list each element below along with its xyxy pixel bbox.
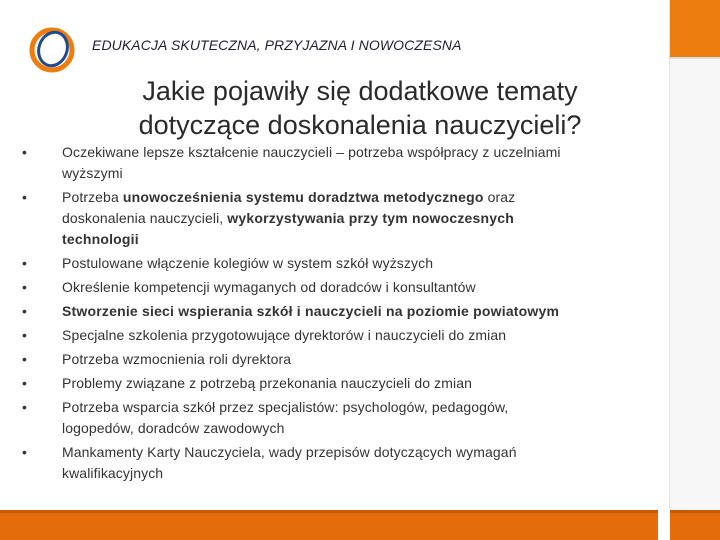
bullet-list (22, 142, 662, 487)
right-accent-block (670, 0, 720, 57)
bullet-icon: • (22, 351, 28, 367)
list-item (22, 187, 662, 250)
list-item (22, 349, 662, 370)
bottom-bar-line (0, 510, 720, 513)
bullet-icon: • (22, 303, 28, 319)
list-item (22, 301, 662, 322)
bullet-text: doskonalenia nauczycieli, (62, 210, 228, 226)
bottom-bar-gap (658, 510, 670, 540)
bullet-icon: • (22, 255, 28, 271)
bullet-text: Potrzeba (62, 189, 123, 205)
bottom-decorative-bar (0, 510, 720, 540)
bullet-text-line: kwalifikacyjnych (62, 465, 164, 481)
bullet-text-line: Problemy związane z potrzebą przekonania nauczycieli do zmian (62, 375, 472, 391)
bullet-text-line (62, 187, 662, 208)
bullet-emphasis: unowocześnienia systemu doradztwa metodycznego (122, 189, 484, 205)
eu-education-ring-logo-icon (28, 26, 76, 74)
bullet-text-line: wyższymi (62, 165, 123, 181)
bullet-text-line: Określenie kompetencji wymaganych od doradców i konsultantów (62, 279, 476, 295)
bullet-text: oraz (483, 189, 516, 205)
list-item (22, 277, 662, 298)
bullet-text-line: Potrzeba wzmocnienia roli dyrektora (62, 351, 292, 367)
list-item (22, 373, 662, 394)
bullet-text-line (62, 208, 662, 229)
list-item (22, 253, 662, 274)
list-item (22, 325, 662, 346)
bullet-emphasis: Stworzenie sieci wspierania szkół i nauczycieli na poziomie powiatowym (62, 303, 560, 319)
list-item (22, 142, 662, 184)
bullet-icon: • (22, 279, 28, 295)
list-item (22, 397, 662, 439)
bullet-icon: • (22, 327, 28, 343)
slide-title (60, 74, 660, 142)
bullet-icon: • (22, 375, 28, 391)
bullet-icon: • (22, 189, 28, 205)
bullet-icon: • (22, 399, 28, 415)
list-item (22, 442, 662, 484)
header-tagline: EDUKACJA SKUTECZNA, PRZYJAZNA I NOWOCZESNA (92, 37, 462, 53)
bullet-text-line: Potrzeba wsparcia szkół przez specjalistów: psychologów, pedagogów, (62, 399, 509, 415)
bullet-text-line: Oczekiwane lepsze kształcenie nauczycieli – potrzeba współpracy z uczelniami (62, 144, 561, 160)
slide-title-line-1: Jakie pojawiły się dodatkowe tematy (142, 76, 578, 106)
bullet-text-line: Postulowane włączenie kolegiów w system szkół wyższych (62, 255, 434, 271)
right-divider (670, 57, 720, 59)
right-decorative-bar (669, 0, 720, 540)
bullet-text-line: logopedów, doradców zawodowych (62, 420, 285, 436)
slide-title-line-2: dotyczące doskonalenia nauczycieli? (138, 110, 582, 140)
bullet-emphasis: wykorzystywania przy tym nowoczesnych (227, 210, 514, 226)
bullet-icon: • (22, 444, 28, 460)
bullet-emphasis: technologii (62, 231, 139, 247)
bullet-text-line: Mankamenty Karty Nauczyciela, wady przepisów dotyczących wymagań (62, 444, 517, 460)
bullet-text-line: Specjalne szkolenia przygotowujące dyrektorów i nauczycieli do zmian (62, 327, 507, 343)
bullet-icon: • (22, 144, 28, 160)
